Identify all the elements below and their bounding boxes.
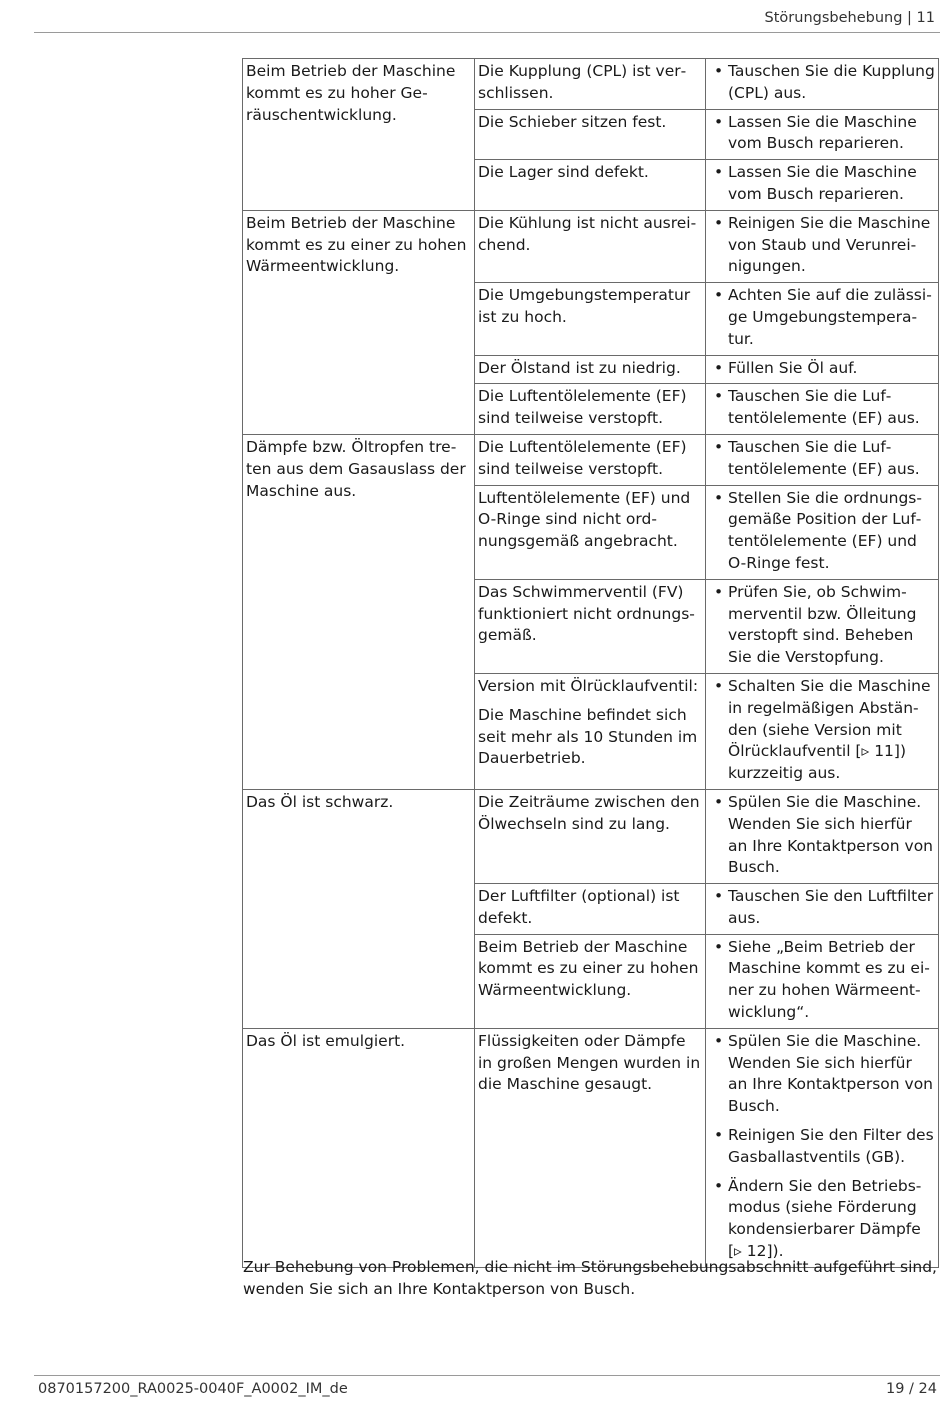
problem-cell bbox=[243, 434, 475, 789]
cause-text: Die Umgebungstemperatur ist zu hoch. bbox=[478, 286, 691, 326]
solution-text: Tauschen Sie den Luftfilter aus. bbox=[728, 887, 934, 927]
bullet-icon: • bbox=[714, 1176, 724, 1195]
problem-text: Beim Betrieb der Maschine kommt es zu hoher Geräuschentwicklung. bbox=[246, 62, 456, 124]
solution-text: Reinigen Sie die Maschine von Staub und Verunreinigungen. bbox=[728, 213, 931, 276]
solution-cell bbox=[706, 1028, 939, 1267]
table-row bbox=[243, 59, 939, 110]
solution-cell bbox=[706, 59, 939, 110]
solution-item bbox=[709, 1031, 935, 1118]
solution-cell bbox=[706, 384, 939, 435]
cause-cell bbox=[475, 884, 706, 935]
bullet-icon: • bbox=[714, 887, 724, 906]
solution-item bbox=[709, 1125, 935, 1169]
table-row bbox=[243, 434, 939, 485]
bullet-icon: • bbox=[714, 792, 724, 811]
solution-item bbox=[709, 386, 935, 430]
solution-item bbox=[709, 1176, 935, 1263]
solution-item bbox=[709, 285, 935, 350]
page-number: 19 / 24 bbox=[885, 1381, 937, 1397]
solution-cell bbox=[706, 579, 939, 673]
solution-text: Schalten Sie die Maschine in regelmäßigen Abständen (siehe Version mit Ölrücklaufventil [▹ 11]) kurzzeitig aus. bbox=[728, 676, 931, 783]
bullet-icon: • bbox=[714, 286, 724, 305]
troubleshooting-table-body bbox=[243, 59, 939, 1268]
bullet-icon: • bbox=[714, 582, 724, 601]
solution-item bbox=[709, 358, 935, 380]
bullet-icon: • bbox=[714, 437, 724, 456]
bullet-icon: • bbox=[714, 387, 724, 406]
solution-item bbox=[709, 792, 935, 879]
solution-cell bbox=[706, 283, 939, 355]
problem-cell bbox=[243, 210, 475, 434]
cause-text: Flüssigkeiten oder Dämpfe in großen Mengen wurden in die Maschine gesaugt. bbox=[478, 1031, 701, 1094]
cause-cell bbox=[475, 485, 706, 579]
solution-text: Ändern Sie den Betriebsmodus (siehe Förderung kondensierbarer Dämpfe [▹ 12]). bbox=[728, 1176, 922, 1261]
cause-cell bbox=[475, 283, 706, 355]
solution-cell bbox=[706, 934, 939, 1028]
bullet-icon: • bbox=[714, 213, 724, 232]
solution-cell bbox=[706, 355, 939, 384]
solution-item bbox=[709, 112, 935, 156]
cause-text: Version mit Ölrücklaufventil: bbox=[478, 676, 699, 695]
solution-cell bbox=[706, 434, 939, 485]
problem-cell bbox=[243, 59, 475, 211]
solution-cell bbox=[706, 109, 939, 160]
cause-text: Der Ölstand ist zu niedrig. bbox=[478, 358, 681, 377]
cause-cell bbox=[475, 934, 706, 1028]
solution-item bbox=[709, 213, 935, 278]
cause-text: Die Zeiträume zwischen den Ölwechseln sind zu lang. bbox=[478, 792, 700, 833]
cause-cell bbox=[475, 579, 706, 673]
problem-text: Dämpfe bzw. Öltropfen treten aus dem Gasauslass der Maschine aus. bbox=[246, 437, 466, 500]
cause-text: Die Luftentölelemente (EF) sind teilweise verstopft. bbox=[478, 437, 687, 478]
cause-cell bbox=[475, 1028, 706, 1267]
solution-cell bbox=[706, 485, 939, 579]
solution-text: Tauschen Sie die Luftentölelemente (EF) aus. bbox=[728, 437, 920, 478]
cause-cell bbox=[475, 355, 706, 384]
bullet-icon: • bbox=[714, 1031, 724, 1050]
solution-text: Lassen Sie die Maschine vom Busch reparieren. bbox=[728, 163, 917, 203]
solution-item bbox=[709, 582, 935, 669]
header-divider bbox=[34, 32, 940, 33]
problem-text: Das Öl ist emulgiert. bbox=[246, 1031, 406, 1050]
solution-item bbox=[709, 162, 935, 206]
solution-item bbox=[709, 937, 935, 1024]
closing-note: Zur Behebung von Problemen, die nicht im Störungsbehebungsabschnitt aufgeführt sind, wenden Sie sich an Ihre Kontaktperson von Busch. bbox=[243, 1258, 937, 1298]
solution-item bbox=[709, 488, 935, 575]
solution-item bbox=[709, 886, 935, 930]
cause-text: Die Kühlung ist nicht ausreichend. bbox=[478, 213, 697, 254]
problem-cell bbox=[243, 789, 475, 1028]
solution-text: Tauschen Sie die Kupplung (CPL) aus. bbox=[728, 62, 935, 102]
solution-item bbox=[709, 437, 935, 481]
bullet-icon: • bbox=[714, 937, 724, 956]
cause-text: Die Schieber sitzen fest. bbox=[478, 112, 667, 131]
solution-item bbox=[709, 61, 935, 105]
problem-text: Das Öl ist schwarz. bbox=[246, 792, 394, 811]
table-row bbox=[243, 789, 939, 883]
solution-text: Stellen Sie die ordnungsgemäße Position der Luftentölelemente (EF) und O-Ringe fest. bbox=[728, 488, 922, 572]
cause-text: Die Kupplung (CPL) ist verschlissen. bbox=[478, 62, 687, 102]
document-id: 0870157200_RA0025-0040F_A0002_IM_de bbox=[38, 1381, 348, 1397]
table-row bbox=[243, 1028, 939, 1267]
solution-cell bbox=[706, 789, 939, 883]
cause-cell bbox=[475, 59, 706, 110]
cause-cell bbox=[475, 434, 706, 485]
solution-text: Spülen Sie die Maschine. Wenden Sie sich hierfür an Ihre Kontaktperson von Busch. bbox=[728, 1031, 934, 1116]
running-header: Störungsbehebung | 11 bbox=[764, 10, 935, 26]
bullet-icon: • bbox=[714, 62, 724, 80]
problem-text: Beim Betrieb der Maschine kommt es zu einer zu hohen Wärmeentwicklung. bbox=[246, 213, 467, 276]
solution-text: Tauschen Sie die Luftentölelemente (EF) aus. bbox=[728, 387, 920, 428]
solution-text: Lassen Sie die Maschine vom Busch reparieren. bbox=[728, 112, 917, 153]
solution-text: Achten Sie auf die zulässige Umgebungstemperatur. bbox=[728, 286, 932, 348]
solution-text: Füllen Sie Öl auf. bbox=[728, 358, 858, 377]
cause-text: Luftentölelemente (EF) und O-Ringe sind nicht ordnungsgemäß angebracht. bbox=[478, 488, 691, 551]
cause-text: Der Luftfilter (optional) ist defekt. bbox=[478, 887, 680, 927]
troubleshooting-table bbox=[242, 58, 939, 1268]
cause-text: Die Luftentölelemente (EF) sind teilweise verstopft. bbox=[478, 387, 687, 428]
solution-text: Spülen Sie die Maschine. Wenden Sie sich hierfür an Ihre Kontaktperson von Busch. bbox=[728, 792, 934, 877]
cause-text: Die Maschine befindet sich seit mehr als 10 Stunden im Dauerbetrieb. bbox=[478, 705, 698, 768]
solution-item bbox=[709, 676, 935, 785]
solution-text: Siehe „Beim Betrieb der Maschine kommt es zu einer zu hohen Wärmeentwicklung“. bbox=[728, 937, 930, 1022]
solution-text: Reinigen Sie den Filter des Gasballastventils (GB). bbox=[728, 1126, 934, 1166]
bullet-icon: • bbox=[714, 358, 724, 377]
cause-cell bbox=[475, 384, 706, 435]
solution-cell bbox=[706, 210, 939, 282]
problem-cell bbox=[243, 1028, 475, 1267]
cause-cell bbox=[475, 789, 706, 883]
bullet-icon: • bbox=[714, 676, 724, 695]
cause-cell bbox=[475, 109, 706, 160]
table-row bbox=[243, 210, 939, 282]
cause-cell bbox=[475, 160, 706, 211]
bullet-icon: • bbox=[714, 1126, 724, 1145]
solution-cell bbox=[706, 884, 939, 935]
cause-cell bbox=[475, 673, 706, 789]
solution-cell bbox=[706, 160, 939, 211]
solution-text: Prüfen Sie, ob Schwimmerventil bzw. Ölleitung verstopft sind. Beheben Sie die Verstopfung. bbox=[728, 582, 917, 667]
cause-cell bbox=[475, 210, 706, 282]
cause-text: Das Schwimmerventil (FV) funktioniert nicht ordnungsgemäß. bbox=[478, 582, 695, 645]
cause-text: Die Lager sind defekt. bbox=[478, 163, 649, 182]
bullet-icon: • bbox=[714, 112, 724, 131]
cause-text: Beim Betrieb der Maschine kommt es zu einer zu hohen Wärmeentwicklung. bbox=[478, 937, 699, 1000]
solution-cell bbox=[706, 673, 939, 789]
bullet-icon: • bbox=[714, 488, 724, 507]
bullet-icon: • bbox=[714, 163, 724, 182]
footer-divider bbox=[34, 1375, 940, 1376]
